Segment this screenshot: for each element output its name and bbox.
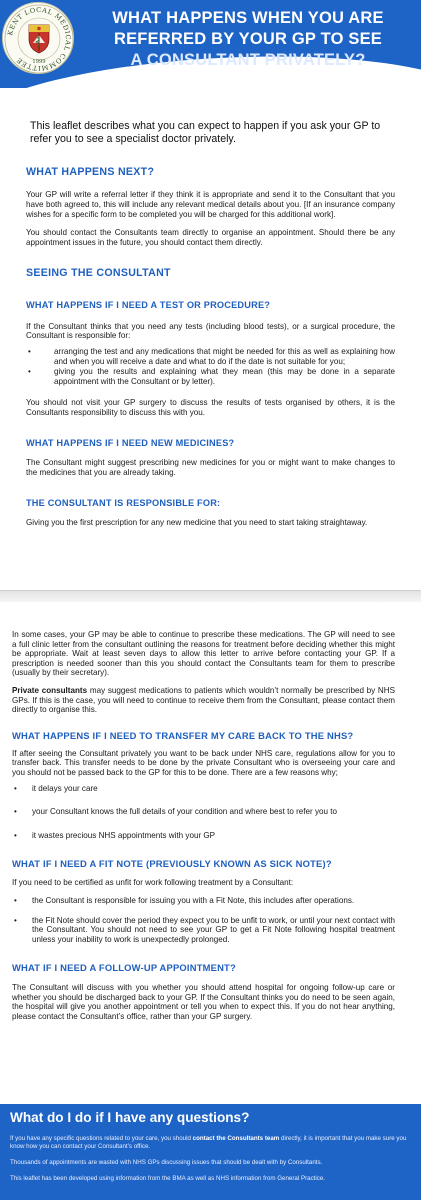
heading-test-procedure: WHAT HAPPENS IF I NEED A TEST OR PROCEDURE? xyxy=(26,299,271,310)
heading-new-medicines: WHAT HAPPENS IF I NEED NEW MEDICINES? xyxy=(26,437,235,448)
fit-note-bullet-list xyxy=(12,896,395,944)
private-consultants-paragraph xyxy=(12,686,395,715)
list-item: • giving you the results and explaining what they mean (this may be done in a separate appointment with the Consultant or by letter). xyxy=(28,367,395,387)
heading-seeing-consultant: SEEING THE CONSULTANT xyxy=(26,266,171,279)
heading-what-happens-next: WHAT HAPPENS NEXT? xyxy=(26,166,155,178)
private-consultants-bold: Private consultants xyxy=(12,685,88,695)
test-bullet-list xyxy=(26,347,395,387)
footer-heading: What do I do if I have any questions? xyxy=(10,1110,250,1125)
responsible-paragraph: Giving you the first prescription for any new medicine that you need to start taking straightaway. xyxy=(26,517,368,527)
list-item-text: it wastes precious NHS appointments with your GP xyxy=(32,830,216,840)
list-item: • it wastes precious NHS appointments with your GP xyxy=(14,830,216,840)
footer-p1-start: If you have any specific questions related to your care, you should xyxy=(10,1135,193,1142)
footer-paragraph-3: This leaflet has been developed using information from the BMA as well as NHS information from General Practice. xyxy=(10,1175,326,1182)
list-item: • your Consultant knows the full details of your condition and where best to refer you to xyxy=(14,807,338,817)
prescribing-paragraph: In some cases, your GP may be able to continue to prescribe these medications. The GP will need to see a full clinic letter from the consultant outlining the reasons for treatment before deciding whether this might be appropriate. Wait at least seven days to allow this letter to arrive before contacting your GP. If a prescription is needed sooner than this you should contact the Consultants team for them to prescribe (usually by their secretary). xyxy=(12,630,395,678)
heading-transfer-care: WHAT HAPPENS IF I NEED TO TRANSFER MY CARE BACK TO THE NHS? xyxy=(12,729,354,741)
title-line-3: A CONSULTANT PRIVATELY? xyxy=(130,51,366,69)
heading-follow-up: WHAT IF I NEED A FOLLOW-UP APPOINTMENT? xyxy=(12,962,236,974)
list-item: • arranging the test and any medications that might be needed for this as well as explaining how and when you will receive a date and what to do if the date is not suitable for you; xyxy=(28,347,395,367)
title-line-2: REFERRED BY YOUR GP TO SEE xyxy=(113,30,383,48)
questions-footer xyxy=(0,1104,421,1200)
medicines-paragraph: The Consultant might suggest prescribing new medicines for you or might want to make changes to the medicines that you are already taking. xyxy=(26,457,395,477)
leaflet-header xyxy=(0,0,421,88)
next-paragraph-1: Your GP will write a referral letter if they think it is appropriate and send it to the Consultant that you have both agreed to, this will include any relevant medical details about you. [If an insurance company wishes for a specific form to be completed you will be charged for this additional work]. xyxy=(26,190,395,219)
list-item-text: the Fit Note should cover the period they expect you to be unfit to work, or until your next contact with the Consultant. You should not need to see your GP to get a Fit Note following hospital treatment unless your inability to work is unexpectedly prolonged. xyxy=(32,915,395,944)
committee-crest-icon xyxy=(2,2,74,74)
test-paragraph-2: You should not visit your GP surgery to discuss the results of tests organised by others, it is the Consultants responsibility to discuss this with you. xyxy=(26,397,395,417)
next-paragraph-2: You should contact the Consultants team directly to organise an appointment. Should there be any appointment issues in the future, you should contact them directly. xyxy=(26,227,395,247)
list-item-text: giving you the results and explaining what they mean (this may be done in a separate appointment with the Consultant or by letter). xyxy=(54,367,395,387)
leaflet-page-2 xyxy=(0,604,421,1104)
list-item: • it delays your care xyxy=(14,783,98,793)
leaflet-title xyxy=(78,8,418,71)
list-item-text: arranging the test and any medications that might be needed for this as well as explaining how and when you will receive a date and what to do if the date is not suitable for you; xyxy=(54,347,395,367)
page-separator xyxy=(0,590,421,602)
test-paragraph-1: If the Consultant thinks that you need any tests (including blood tests), or a surgical procedure, the Consultant is responsible for: xyxy=(26,321,395,341)
heading-fit-note: WHAT IF I NEED A FIT NOTE (PREVIOUSLY KNOWN AS SICK NOTE)? xyxy=(12,858,332,870)
private-consultants-text: may suggest medications to patients which wouldn’t normally be prescribed by NHS GPs. If this is the case, you will need to continue to receive them from the Consultant, please contact them directly to organise this. xyxy=(12,685,396,715)
logo-ring-text: KENT LOCAL MEDICAL COMMITTEE xyxy=(6,5,73,73)
title-line-1: WHAT HAPPENS WHEN YOU ARE xyxy=(112,9,384,27)
fit-note-paragraph: If you need to be certified as unfit for work following treatment by a Consultant: xyxy=(12,878,294,888)
logo-year: 1999 xyxy=(32,59,46,65)
transfer-bullet-list xyxy=(12,784,395,841)
leaflet-page-1 xyxy=(0,96,421,589)
list-item-text: it delays your care xyxy=(32,783,98,793)
intro-text: This leaflet describes what you can expect to happen if you ask your GP to refer you to see a specialist doctor privately. xyxy=(30,120,381,145)
list-item: • the Consultant is responsible for issuing you with a Fit Note, this includes after operations. xyxy=(14,895,355,905)
transfer-paragraph: If after seeing the Consultant privately you want to be back under NHS care, regulations allow for you to transfer back. This transfer needs to be done by the private Consultant who is overseeing your care and you should not be passed back to the GP for this to be done. There are a few reasons why; xyxy=(12,748,395,777)
list-item-text: your Consultant knows the full details of your condition and where best to refer you to xyxy=(32,807,338,817)
list-item: • the Fit Note should cover the period they expect you to be unfit to work, or until your next contact with the Consultant. You should not need to see your GP to get a Fit Note following hospital treatment unless your inability to work is unexpectedly prolonged. xyxy=(14,915,395,944)
follow-up-paragraph: The Consultant will discuss with you whether you should attend hospital for ongoing follow-up care or whether you should be discharged back to your GP. If the Consultant thinks you do need to be seen again, the hospital will give you another appointment or tell you when to expect this. If you do not hear anything, please contact the Consultant’s office, rather than your GP surgery. xyxy=(12,983,395,1022)
footer-p1-bold: contact the Consultants team xyxy=(192,1135,280,1142)
footer-p1-end: directly, it is important that you make sure you know how you can contact your Consultant’s office. xyxy=(10,1135,407,1150)
heading-consultant-responsible: THE CONSULTANT IS RESPONSIBLE FOR: xyxy=(26,497,221,508)
footer-paragraph-1 xyxy=(10,1135,411,1151)
list-item-text: the Consultant is responsible for issuing you with a Fit Note, this includes after operations. xyxy=(32,895,355,905)
footer-paragraph-2: Thousands of appointments are wasted with NHS GPs discussing issues that should be dealt with by Consultants. xyxy=(10,1159,323,1166)
